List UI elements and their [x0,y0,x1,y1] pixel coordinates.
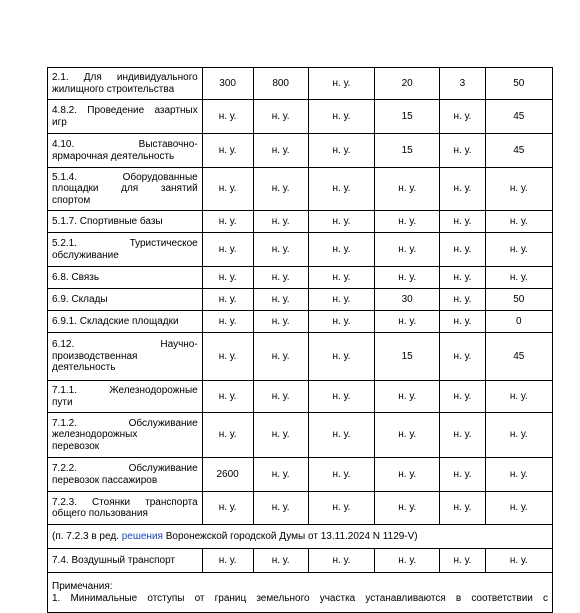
parameter-value-cell: н. у. [202,333,253,381]
land-use-type-cell [48,211,203,233]
parameter-value-cell: н. у. [253,333,308,381]
table-row [48,267,553,289]
parameter-value-cell: н. у. [253,413,308,458]
land-use-type-cell [48,68,203,100]
land-use-type-text: обслуживание [52,249,119,261]
parameter-value-cell: н. у. [308,381,374,413]
parameter-value-cell: н. у. [440,413,485,458]
parameter-value-cell: н. у. [375,458,440,492]
land-use-type-text: 7.2.3. Стоянки транспорта [52,496,198,508]
parameter-value-cell: 30 [375,289,440,311]
land-use-type-text: 4.10. Выставочно- [52,139,198,150]
parameter-value-cell: н. у. [202,267,253,289]
parameter-value-cell: н. у. [485,233,552,267]
table-row [48,68,553,100]
land-use-type-text: железнодорожных [52,429,138,441]
table-row [48,100,553,134]
parameter-value-cell: н. у. [375,311,440,333]
parameter-value-cell: н. у. [375,381,440,413]
parameter-value-cell: н. у. [308,311,374,333]
amendment-note-prefix: (п. 7.2.3 в ред. [52,530,122,542]
land-use-type-cell [48,289,203,311]
parameter-value-cell: н. у. [308,134,374,168]
land-use-type-text: 5.2.1. Туристическое [52,238,198,249]
parameter-value-cell: н. у. [440,458,485,492]
parameter-value-cell: 800 [253,68,308,100]
parameter-value-cell: 15 [375,134,440,168]
parameter-value-cell: н. у. [308,413,374,458]
parameter-value-cell: н. у. [485,549,552,573]
parameter-value-cell: н. у. [253,381,308,413]
land-use-type-text: деятельность [52,362,116,374]
table-row [48,413,553,458]
parameter-value-cell: н. у. [308,492,374,525]
parameter-value-cell: н. у. [440,134,485,168]
parameter-value-cell: н. у. [202,381,253,413]
parameter-value-cell: н. у. [202,289,253,311]
land-use-type-text: 6.12. Научно- [52,339,198,351]
land-use-type-cell [48,381,203,413]
parameter-value-cell: н. у. [440,100,485,134]
land-use-type-text: 7.1.1. Железнодорожные [52,385,198,396]
parameter-value-cell: н. у. [253,289,308,311]
land-use-type-cell [48,413,203,458]
parameter-value-cell: н. у. [202,549,253,573]
parameter-value-cell: н. у. [308,267,374,289]
land-use-type-text: производственная [52,350,138,362]
parameter-value-cell: н. у. [308,333,374,381]
land-use-type-cell [48,233,203,267]
parameter-value-cell: н. у. [253,233,308,267]
land-use-type-text: 6.9.1. Складские площадки [52,315,179,327]
land-use-type-text: 6.9. Склады [52,293,108,305]
parameter-value-cell: 3 [440,68,485,100]
parameter-value-cell: н. у. [308,100,374,134]
land-use-type-text: 7.1.2. Обслуживание [52,417,198,429]
parameter-value-cell: н. у. [375,549,440,573]
table-row [48,168,553,211]
land-use-type-cell [48,168,203,211]
parameter-value-cell: н. у. [202,211,253,233]
table-row [48,492,553,525]
parameter-value-cell: н. у. [308,549,374,573]
parameter-value-cell: н. у. [485,492,552,525]
parameter-value-cell: н. у. [253,100,308,134]
notes-row [48,573,553,613]
parameter-value-cell: 45 [485,134,552,168]
parameter-value-cell: 2600 [202,458,253,492]
land-use-type-text: 5.1.7. Спортивные базы [52,215,163,227]
parameter-value-cell: н. у. [308,168,374,211]
land-use-type-text: перевозок [52,440,100,452]
table-row [48,381,553,413]
land-use-type-text: перевозок пассажиров [52,474,158,486]
parameter-value-cell: н. у. [485,413,552,458]
amendment-note [48,525,553,549]
parameter-value-cell: н. у. [440,333,485,381]
land-use-type-cell: 7.4. Воздушный транспорт [48,549,203,573]
land-use-type-cell [48,458,203,492]
land-use-type-cell [48,134,203,168]
table-row [48,549,553,573]
parameter-value-cell: н. у. [440,381,485,413]
parameter-value-cell: н. у. [375,211,440,233]
table-row [48,289,553,311]
parameter-value-cell: н. у. [485,168,552,211]
notes-cell [48,573,553,613]
land-use-type-text: 7.2.2. Обслуживание [52,463,198,474]
parameter-value-cell: 45 [485,333,552,381]
parameter-value-cell: н. у. [202,413,253,458]
land-use-type-cell [48,492,203,525]
parameter-value-cell: н. у. [440,168,485,211]
land-use-type-cell [48,267,203,289]
land-use-type-text: игр [52,116,67,128]
table-row [48,333,553,381]
parameter-value-cell: н. у. [253,549,308,573]
parameter-value-cell: н. у. [202,100,253,134]
parameter-value-cell: н. у. [440,289,485,311]
parameter-value-cell: 300 [202,68,253,100]
land-use-type-text: спортом [52,194,91,206]
land-use-type-text: пути [52,396,73,408]
parameter-value-cell: 50 [485,68,552,100]
parameter-value-cell: н. у. [440,492,485,525]
note-item-1: 1. Минимальные отступы от границ земельного участка устанавливаются в соответствии с [52,592,548,604]
parameter-value-cell: н. у. [485,211,552,233]
parameter-value-cell: н. у. [375,492,440,525]
parameter-value-cell: н. у. [202,134,253,168]
amendment-note-suffix: Воронежской городской Думы от 13.11.2024 N 1129-V) [162,530,418,542]
parameter-value-cell: н. у. [485,267,552,289]
parameter-value-cell: н. у. [253,134,308,168]
parameter-value-cell: н. у. [202,492,253,525]
parameter-value-cell: 15 [375,333,440,381]
land-use-type-cell [48,100,203,134]
parameter-value-cell: н. у. [440,267,485,289]
parameter-value-cell: н. у. [308,233,374,267]
land-use-type-text: общего пользования [52,508,148,519]
table-row [48,211,553,233]
parameter-value-cell: н. у. [375,168,440,211]
parameter-value-cell: 20 [375,68,440,100]
parameter-value-cell: н. у. [375,267,440,289]
amendment-note-row [48,525,553,549]
land-use-type-text: ярмарочная деятельность [52,150,175,162]
parameter-value-cell: н. у. [485,381,552,413]
parameter-value-cell: н. у. [375,413,440,458]
parameter-value-cell: н. у. [202,233,253,267]
parameter-value-cell: н. у. [253,492,308,525]
parameter-value-cell: 45 [485,100,552,134]
parameter-value-cell: н. у. [308,289,374,311]
land-use-type-text: 2.1. Для индивидуального [52,72,198,83]
parameter-value-cell: н. у. [253,458,308,492]
parameter-value-cell: н. у. [308,68,374,100]
parameter-value-cell: н. у. [253,168,308,211]
parameter-value-cell: н. у. [375,233,440,267]
table-row [48,458,553,492]
land-use-type-text: 5.1.4. Оборудованные [52,171,198,183]
parameter-value-cell: н. у. [253,267,308,289]
parameter-value-cell: н. у. [202,168,253,211]
parameter-value-cell: н. у. [440,233,485,267]
table-row [48,233,553,267]
land-use-type-text: площадки для занятий [52,183,198,195]
table-row [48,311,553,333]
parameter-value-cell: н. у. [308,211,374,233]
parameter-value-cell: н. у. [440,311,485,333]
notes-heading: Примечания: [52,581,113,592]
land-use-type-text: 4.8.2. Проведение азартных [52,105,198,116]
decision-link[interactable]: решения [121,530,163,542]
land-use-parameters-table [47,67,553,613]
land-use-type-cell [48,311,203,333]
parameter-value-cell: н. у. [440,211,485,233]
land-use-type-text: жилищного строительства [52,83,175,95]
parameter-value-cell: 15 [375,100,440,134]
parameter-value-cell: н. у. [253,211,308,233]
land-use-type-cell [48,333,203,381]
parameter-value-cell: н. у. [485,458,552,492]
parameter-value-cell: н. у. [202,311,253,333]
regulations-table-page [47,67,553,613]
land-use-type-text: 6.8. Связь [52,271,100,283]
table-row [48,134,553,168]
parameter-value-cell: 0 [485,311,552,333]
parameter-value-cell: н. у. [440,549,485,573]
parameter-value-cell: 50 [485,289,552,311]
parameter-value-cell: н. у. [308,458,374,492]
parameter-value-cell: н. у. [253,311,308,333]
